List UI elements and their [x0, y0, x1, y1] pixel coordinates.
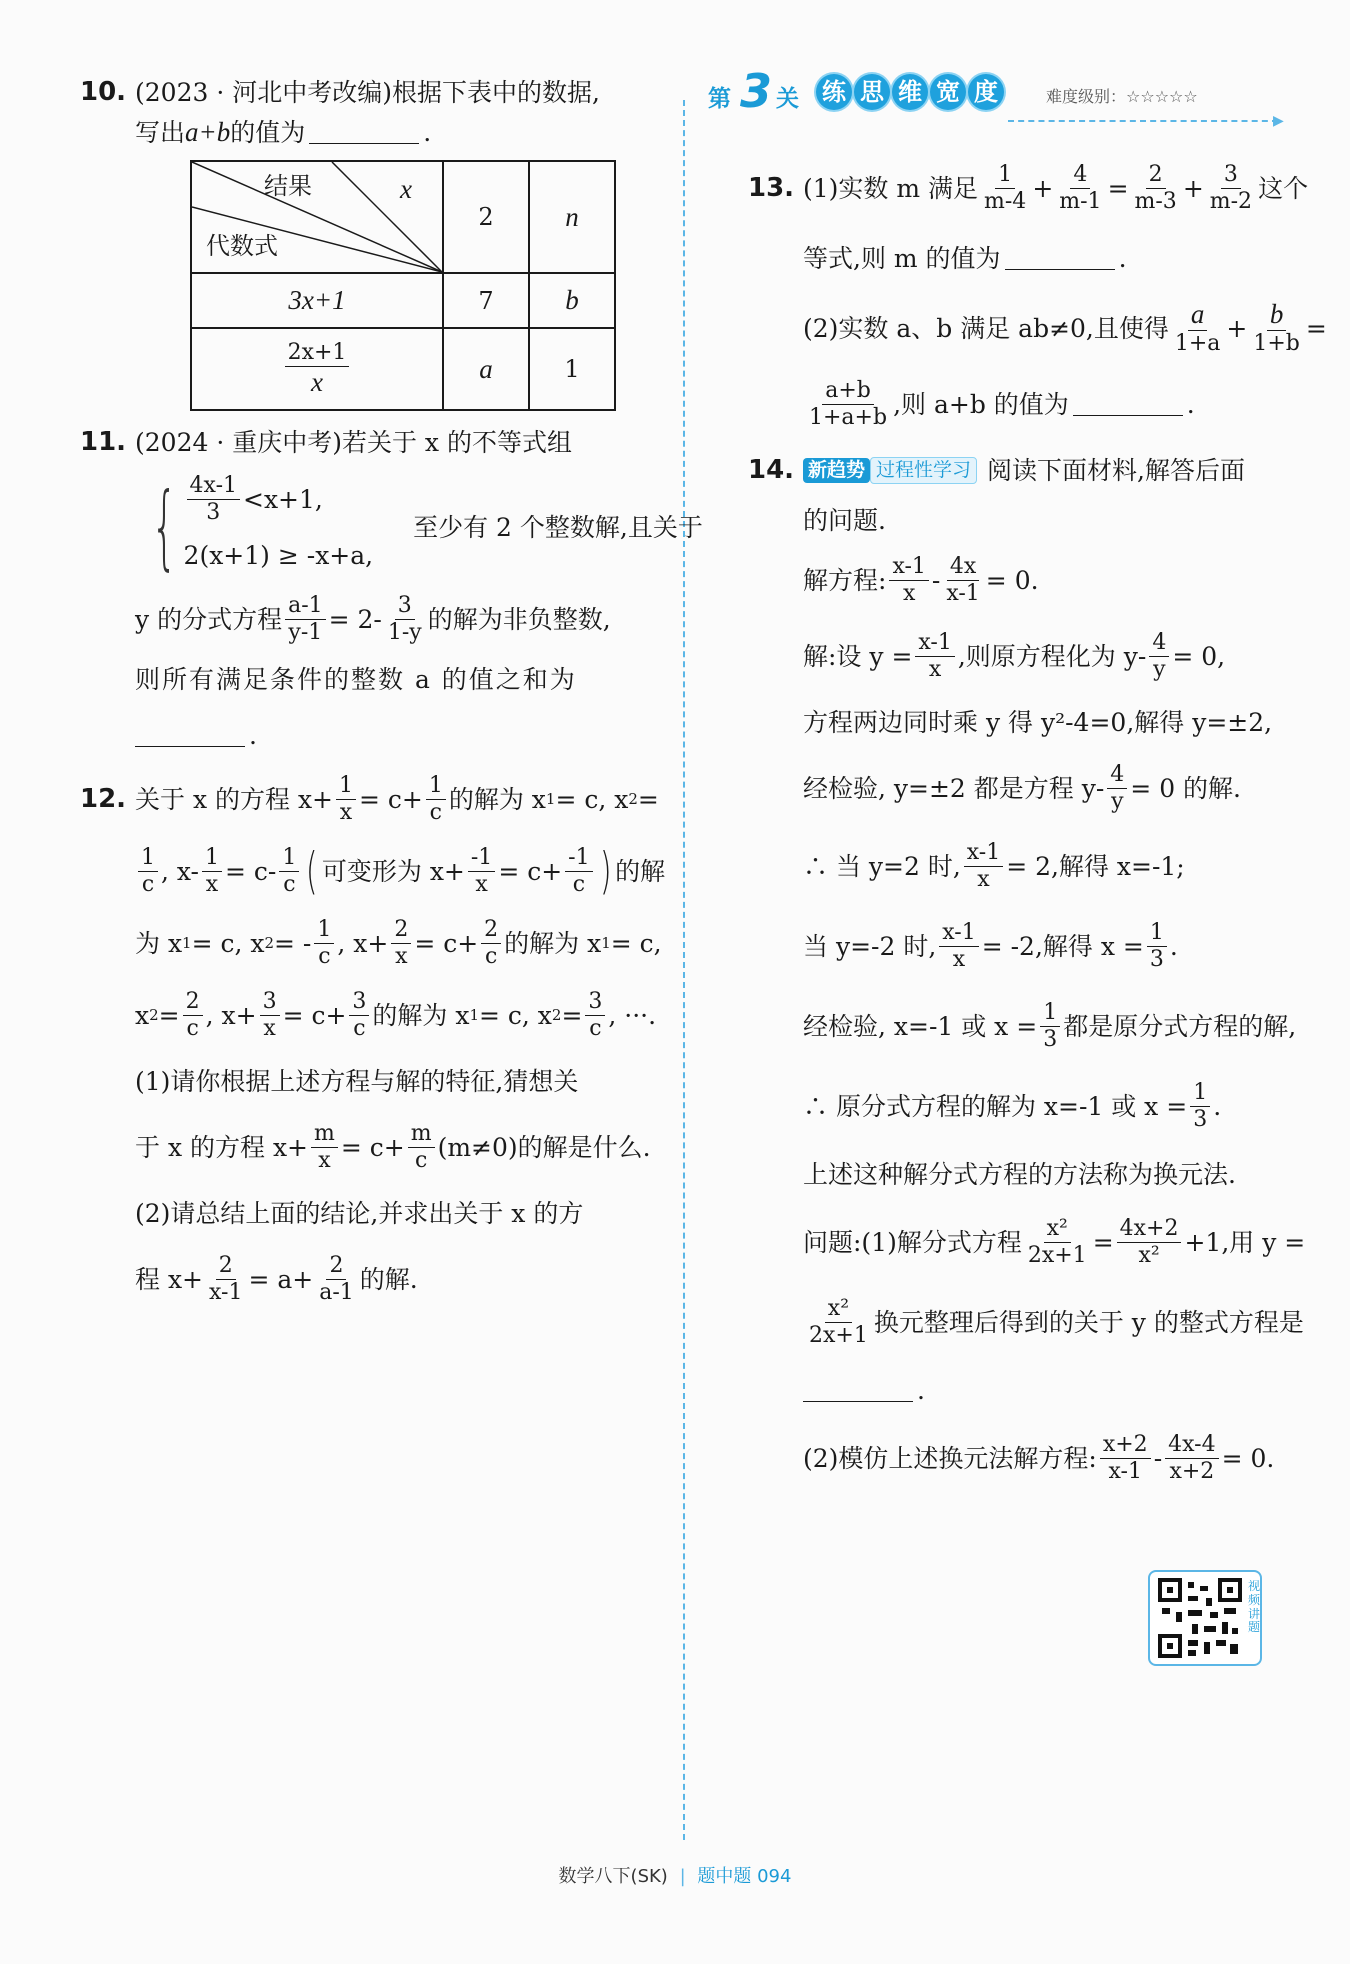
inequality-system: { $\frac{4x-1}{3}$ <x+1, 2(x+1) ≥ -x+a, — [151, 473, 374, 580]
problem-number: 10. — [80, 77, 127, 107]
header-guan: 关 — [776, 86, 799, 112]
math-text: = c, — [610, 928, 662, 958]
solution-step: ∴ 当 y=2 时, — [803, 851, 961, 881]
answer-blank[interactable] — [803, 1379, 913, 1402]
problem-text: 根据下表中的数据, — [391, 77, 600, 107]
problem-source: (2023 · 河北中考改编) — [135, 77, 392, 107]
header-title-char: 维 — [892, 74, 928, 110]
math-text: = — [158, 1000, 180, 1030]
arrow-right-icon: ▶ — [1273, 113, 1284, 129]
trend-tag: 新趋势 — [803, 458, 870, 483]
math-text: 的解. — [359, 1264, 418, 1294]
left-column — [80, 60, 703, 1315]
question-2: (2)请总结上面的结论,并求出关于 x 的方 — [135, 1198, 584, 1228]
inequality-1: <x+1, — [243, 484, 323, 514]
problem-13: 13. (1)实数 m 满足 $\frac{1}{m-4}$ + $\frac{4}{m-1}$ = $\frac{2}{m-3}$ + $\frac{3}{m-2}$ 这个 等式,则 m 的值为 . (2)实数 a、b 满足 ab≠0,且使得 $\frac{a}{1+a}$ + $\frac{b}{1+b}$ = $\frac{a+b}{1+a+b}$ ,则 a+b 的值为 . — [748, 162, 1327, 430]
header-di: 第 — [708, 86, 731, 112]
math-text: 解方程: — [803, 565, 887, 595]
math-text: 于 x 的方程 x+ — [135, 1132, 308, 1162]
math-text: 可变形为 x+ — [321, 856, 465, 886]
math-text: (m≠0)的解是什么. — [437, 1132, 651, 1162]
section-header — [708, 64, 1284, 130]
solution-step: ∴ 原分式方程的解为 x=-1 或 x = — [803, 1091, 1188, 1121]
footer-separator: | — [679, 1866, 686, 1887]
table-cell: n — [529, 161, 615, 273]
question-2: (2)模仿上述换元法解方程: — [803, 1443, 1097, 1473]
answer-blank[interactable] — [1073, 393, 1183, 416]
problem-10 — [80, 60, 670, 411]
problem-number: 12. — [80, 784, 127, 814]
video-qr-code[interactable] — [1148, 1570, 1262, 1666]
header-title-char: 度 — [968, 74, 1004, 110]
problem-text: 这个 — [1258, 173, 1309, 203]
table-cell: $\frac{2x+1}{x}$ — [191, 328, 443, 410]
math-text: = c+ — [498, 856, 563, 886]
header-title-char: 练 — [816, 74, 852, 110]
problem-11: 11. (2024 · 重庆中考) 若关于 x 的不等式组 { $\frac{4x-1}{3}$ <x+1, 2(x+1) ≥ -x+a, 至少有 2 个整数解,且关于 y 的分式方程 $\frac{a-1}{y-1}$ = 2- $\frac{3}{1-y}$ 的解为非负整数, 则所有满足条件的整数 a 的值之和为 . — [80, 427, 703, 750]
question-1: (1)请你根据上述方程与解的特征,猜想关 — [135, 1066, 579, 1096]
math-text: 的解为 x — [504, 928, 602, 958]
math-text: 的解为 x — [448, 784, 546, 814]
problem-number: 14. — [748, 455, 795, 485]
header-title — [816, 74, 1006, 110]
problem-text: 等式,则 m 的值为 — [803, 243, 1001, 273]
problem-text: 写出 — [135, 117, 186, 147]
solution-step: ,则原方程化为 y- — [957, 641, 1147, 671]
punctuation: . — [249, 720, 257, 750]
math-text: = c, x — [479, 1000, 552, 1030]
problem-text: y 的分式方程 — [135, 604, 283, 634]
table-cell: 3x+1 — [191, 273, 443, 328]
math-text: , x+ — [337, 928, 389, 958]
inequality-2: 2(x+1) ≥ -x+a, — [183, 540, 374, 570]
solution-step: 经检验, x=-1 或 x = — [803, 1011, 1038, 1041]
math-text: = c, x — [191, 928, 265, 958]
problem-text: 的问题. — [803, 505, 886, 535]
solution-step: 解:设 y = — [803, 641, 913, 671]
math-text: = - — [274, 928, 312, 958]
solution-step: 经检验, y=±2 都是方程 y- — [803, 773, 1105, 803]
page-footer — [0, 1862, 1350, 1888]
math-text: = c+ — [282, 1000, 347, 1030]
header-title-char: 宽 — [930, 74, 966, 110]
math-text: = — [561, 1000, 583, 1030]
math-text: , x+ — [205, 1000, 257, 1030]
problem-source: (2024 · 重庆中考) — [135, 427, 342, 457]
paren-close-icon: ) — [599, 842, 612, 900]
math-text: 的解为 x — [372, 1000, 470, 1030]
header-title-char: 思 — [854, 74, 890, 110]
problem-number: 11. — [80, 427, 127, 457]
paren-open-icon: ( — [306, 842, 318, 900]
punctuation: . — [423, 117, 432, 147]
math-text: = c, x — [555, 784, 629, 814]
math-text: = c- — [225, 856, 277, 886]
problem-text: 若关于 x 的不等式组 — [341, 427, 572, 457]
answer-blank[interactable] — [1005, 247, 1115, 270]
answer-blank[interactable] — [309, 121, 419, 144]
page-number: 题中题 094 — [697, 1866, 792, 1887]
problem-text: 至少有 2 个整数解,且关于 — [413, 512, 703, 542]
math-text: , ···. — [608, 1000, 657, 1030]
table-cell: 1 — [529, 328, 615, 410]
problem-text: 换元整理后得到的关于 y 的整式方程是 — [873, 1307, 1304, 1337]
math-text: = — [637, 784, 659, 814]
answer-blank[interactable] — [135, 724, 245, 747]
math-expression: a+b — [185, 116, 231, 147]
question-2: (2)实数 a、b 满足 ab≠0,且使得 — [803, 313, 1169, 343]
right-column — [748, 150, 1327, 1498]
math-text: 的解 — [615, 856, 666, 886]
math-text: , x- — [161, 856, 200, 886]
math-text: 程 x+ — [135, 1264, 203, 1294]
table-diagonal-header — [191, 161, 443, 273]
qr-label: 视频讲题 — [1248, 1579, 1261, 1635]
solution-step: 当 y=-2 时, — [803, 931, 937, 961]
math-text: x — [135, 1000, 150, 1030]
column-divider — [683, 100, 685, 1840]
difficulty-rating: 难度级别：☆☆☆☆☆ — [1046, 87, 1198, 106]
problem-number: 13. — [748, 173, 795, 203]
math-text: = a+ — [248, 1264, 314, 1294]
problem-text: ,则 a+b 的值为 — [893, 389, 1069, 419]
header-divider — [1008, 120, 1278, 122]
math-text: 为 x — [135, 928, 183, 958]
question-1: (1)实数 m 满足 — [803, 173, 979, 203]
table-cell: 7 — [443, 273, 529, 328]
brace-icon: { — [151, 473, 178, 580]
problem-12: 12. 关于 x 的方程 x+ $\frac{1}{x}$ = c+ $\frac{1}{c}$ 的解为 x 1 = c, x 2 = $\frac{1}{c}$ , x- $\frac{1}{x}$ = c- $\frac{1}{c}$ ( 可变形为 x+ $\frac{-1}{x}$ = c+ $\frac{-1}{c}$ ) 的解 为 x 1 = c, x 2 = - $\frac{1}{c}$ , x+ $\frac{2}{x}$ = c+ $\frac{2}{c}$ 的解为 x 1 = c, x 2 = $\frac{2}{c}$ , x+ $\frac{3}{x}$ = c+ $\frac{3}{c}$ 的解为 x 1 = c, x 2 = $\frac{3}{c}$ , ···. (1)请你根据上述方程与解的特征,猜想关 于 x 的方程 x+ $\frac{m}{x}$ = c+ $\frac{m}{c}$ (m≠0)的解是什么. (2)请总结上面的结论,并求出关于 x 的方 程 x+ $\frac{2}{x-1}$ = a+ $\frac{2}{a-1}$ 的解. — [80, 773, 666, 1305]
table-header-x: x — [400, 174, 412, 204]
data-table — [190, 160, 616, 411]
table-header-result: 结果 — [264, 172, 312, 200]
math-text: = c+ — [340, 1132, 405, 1162]
problem-text: 则所有满足条件的整数 a 的值之和为 — [135, 664, 577, 694]
problem-text: 的值为 — [230, 117, 306, 147]
process-learning-tag: 过程性学习 — [870, 457, 977, 484]
question-1: 问题:(1)解分式方程 — [803, 1227, 1022, 1257]
problem-text: 阅读下面材料,解答后面 — [987, 455, 1245, 485]
table-header-expression: 代数式 — [206, 232, 278, 260]
solution-step: 方程两边同时乘 y 得 y²-4=0,解得 y=±2, — [803, 707, 1273, 737]
book-title: 数学八下(SK) — [558, 1866, 668, 1887]
math-text: = 2- — [328, 604, 382, 634]
table-cell: 2 — [443, 161, 529, 273]
math-text: = c+ — [414, 928, 479, 958]
solution-step: 上述这种解分式方程的方法称为换元法. — [803, 1159, 1236, 1189]
header-stage-number: 3 — [740, 64, 773, 118]
table-cell: a — [443, 328, 529, 410]
math-text: 关于 x 的方程 x+ — [135, 784, 333, 814]
problem-14: 14. 新趋势 过程性学习 阅读下面材料,解答后面 的问题. 解方程: $\frac{x-1}{x}$ - $\frac{4x}{x-1}$ = 0. 解:设 y = $\frac{x-1}{x}$ ,则原方程化为 y- $\frac{4}{y}$ = 0, 方程两边同时乘 y 得 y²-4=0,解得 y=±2, 经检验, y=±2 都是方程 y- $\frac{4}{y}$ = 0 的解. ∴ 当 y=2 时, $\frac{x-1}{x}$ = 2,解得 x=-1; 当 y=-2 时, $\frac{x-1}{x}$ = -2,解得 x = $\frac{1}{3}$ . 经检验, x=-1 或 x = $\frac{1}{3}$ 都是原分式方程的解, ∴ 原分式方程的解为 x=-1 或 x = $\frac{1}{3}$ . 上述这种解分式方程的方法称为换元法. 问题:(1)解分式方程 $\frac{\text{x²}}{2x+1}$ = $\frac{4x+2}{\text{x²}}$ +1,用 y = $\frac{\text{x²}}{2x+1}$ 换元整理后得到的关于 y 的整式方程是 . (2)模仿上述换元法解方程: $\frac{x+2}{x-1}$ - $\frac{4x-4}{x+2}$ = 0. — [748, 455, 1306, 1484]
problem-text: 的解为非负整数, — [427, 604, 611, 634]
math-text: = c+ — [359, 784, 423, 814]
qr-code-icon — [1158, 1578, 1242, 1658]
table-cell: b — [529, 273, 615, 328]
